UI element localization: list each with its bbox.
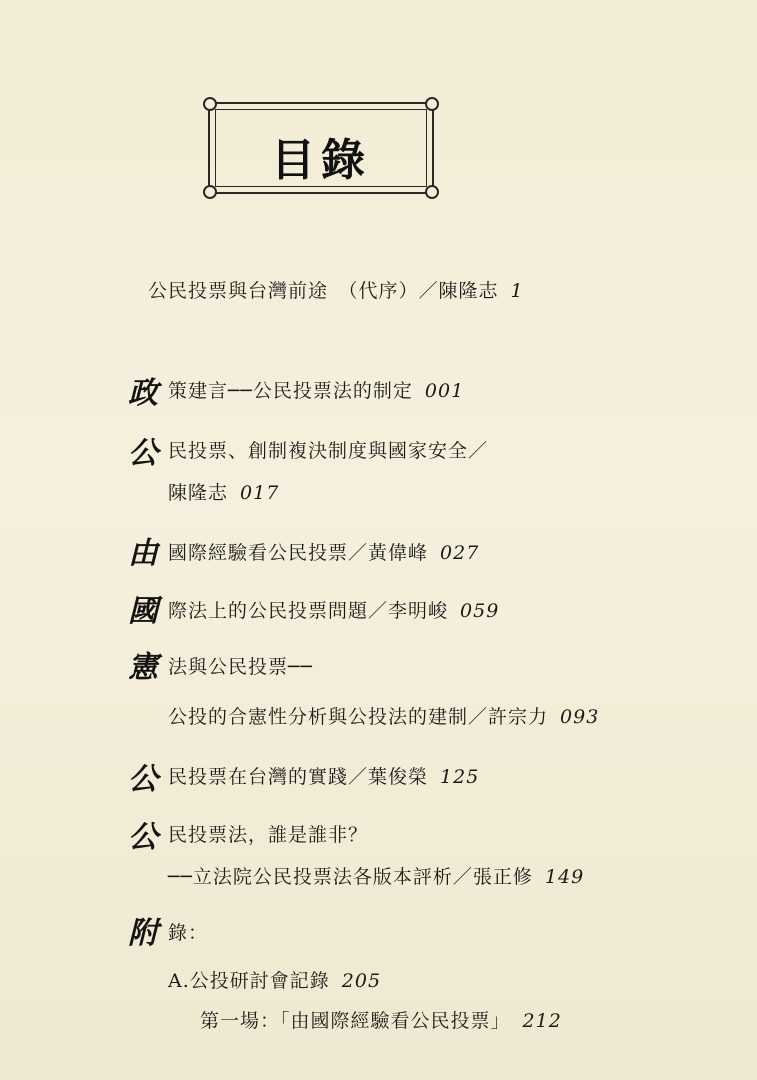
page-number: 001 (424, 380, 465, 402)
toc-entry-item5 (168, 762, 479, 789)
entry-title: 國際經驗看公民投票／黃偉峰 (168, 542, 429, 564)
decorative-initial: 公 (128, 820, 158, 855)
decorative-initial: 國 (128, 594, 158, 629)
entry-title: 際法上的公民投票問題／李明峻 (168, 600, 449, 622)
title-frame (208, 102, 434, 194)
entry-author: 陳隆志 (168, 482, 229, 504)
entry-title: 民投票、創制複決制度與國家安全／ (168, 440, 489, 462)
frame-corner-ornament (203, 97, 217, 111)
entry-title: 策建言──公民投票法的制定 (168, 380, 413, 402)
entry-title: 公民投票與台灣前途 （代序）／陳隆志 (148, 280, 499, 302)
entry-title: 民投票法，誰是誰非？ (168, 824, 369, 846)
toc-entry-item6 (168, 820, 368, 847)
entry-title: 錄： (168, 922, 209, 944)
page-number: 125 (440, 766, 480, 788)
toc-entry-item4-subtitle (168, 702, 599, 729)
page-title: 目錄 (271, 135, 371, 186)
decorative-initial: 由 (128, 536, 158, 571)
page-number: 027 (440, 542, 480, 564)
toc-entry-item2 (168, 538, 479, 565)
decorative-initial: 政 (128, 376, 158, 411)
page-number: 059 (460, 600, 500, 622)
page-number: 149 (544, 866, 585, 888)
entry-subtitle: 公投的合憲性分析與公投法的建制／許宗力 (168, 706, 549, 728)
toc-entry-appendix-a (168, 966, 381, 993)
entry-title: 第一場：「由國際經驗看公民投票」 (200, 1010, 511, 1032)
page-number: 212 (522, 1010, 562, 1032)
page-number: 1 (510, 280, 524, 302)
entry-subtitle: ──立法院公民投票法各版本評析／張正修 (168, 866, 533, 888)
decorative-initial: 憲 (128, 650, 158, 685)
decorative-initial: 附 (128, 916, 158, 951)
entry-title: 民投票在台灣的實踐／葉俊榮 (168, 766, 429, 788)
toc-entry-item4 (168, 652, 313, 679)
toc-entry-preface (148, 276, 524, 303)
entry-title: A.公投研討會記錄 (168, 970, 330, 992)
toc-entry-section1 (168, 376, 464, 403)
entry-title: 法與公民投票── (168, 656, 313, 678)
frame-corner-ornament (425, 97, 439, 111)
toc-entry-item1 (168, 436, 488, 463)
toc-entry-item6-subtitle (168, 862, 584, 889)
decorative-initial: 公 (128, 436, 158, 471)
page-number: 205 (341, 970, 382, 992)
toc-entry-item3 (168, 596, 499, 623)
page-number: 017 (240, 482, 280, 504)
toc-entry-appendix (168, 918, 208, 945)
page-number: 093 (560, 706, 600, 728)
decorative-initial: 公 (128, 762, 158, 797)
toc-entry-appendix-a1 (200, 1006, 562, 1033)
toc-entry-item1-author (168, 478, 279, 505)
